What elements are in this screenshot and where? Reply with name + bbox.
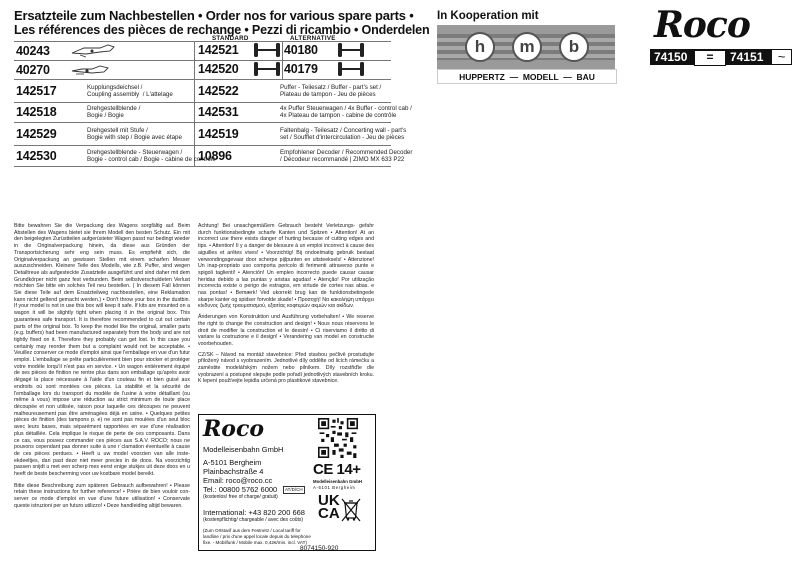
company-email: Email: roco@roco.cc [203,476,273,485]
company-logo: Roco [203,416,265,442]
phone-note: (kostenlos/ free of charge/ gratuit) [203,494,278,500]
part-description: Drehgestellblende / Bogie / Bogie [87,104,141,119]
maker-address: A-5101 Bergheim [313,485,356,490]
maker-name: Modelleisenbahn GmbH [313,479,362,484]
phone-country-badge: AT/D/CH [285,487,303,492]
wheelset-icon [252,42,282,58]
part-number: 142529 [16,127,57,141]
part-row [198,82,381,100]
article-number: 74150 [654,50,688,64]
safety-notes [198,223,374,388]
hmb-letter: m [512,32,542,62]
header-line-1: Ersatzteile zum Nachbestellen • Order nos for various spare parts • [14,8,414,23]
address-street: Plainbachstraße 4 [203,467,264,476]
part-row [16,125,182,143]
retain-instructions: Bitte diese Beschreibung zum späteren Gebrauch aufbewahren! • Please retain these instructions for further reference! • Prière de bien vouloir con-server ce mode d'emploi en vue d'une future utilisation! • Conservate queste istruzioni per un futuro utilizzo! • Deze handleiding altijd bewaren. [14,482,190,509]
part-number: 142531 [198,105,239,119]
company-phone: Tel.: 00800 5762 6000 [203,485,278,494]
wheelset-icon [336,61,366,77]
part-row [198,103,412,121]
hmb-letter: h [465,32,495,62]
international-note: (kostenpflichtig/ chargeable / avec des coûts) [203,517,304,523]
part-number-alternative: 40180 [284,43,318,57]
part-number-standard: 142521 [198,43,239,57]
part-number-footer: 8074150-920 [300,545,339,552]
part-row [16,43,50,59]
packaging-text: Bitte bewahren Sie die Verpackung des Wagens sorgfältig auf. Beim Abstellen des Wagens bietet sie Ihrem Modell den besten Schutz. Ein mit den beigelegten Zurüstteilen aufgerüsteter Wagen passt nur bedingt wieder in die Originalverpackung hinein, da diese aus Gründen der Transportsicherung sehr eng sein muss. Es empfiehlt sich, die Originalverpackung an gewissen Stellen mit einem scharfen Messer auszuschneiden. Kleinere Teile des Modells, wie z.B. Puffer, sind wegen Detailtreue als aufgesteckte Zusatzteile ausgeführt und sind daher mit dem Grundkörper nicht ganz fest verbunden. Beim selbstverschuldeten Verlust möchten Sie bitte ein solches Teil neu bestellen. ( In diesem Fall können Sie diese Teile auf dem Ersatzteilweg nachbestellen, eine Reklamation kann nicht geltend gemacht werden.) • Don't throw your box in the dustbin. If your model is not in use this box will keep it safe. If kits are mounted on a wagon it will be slightly tight when placing it in the original box. This guarantees safe transport. It is therefore recommended to cut out certain parts of the original box. To keep the model like the original, smaller parts (e.g. buffers) had been manufactured separately from the body and are not tightly fixed on it. Therefore they probably can get lost. In this case you certainly may reorder them but a complaint would not be acceptable. • Veuillez conserver ce mode d'emploi ainsi que l'emballage en vue d'un futur emploi. L'emballage se prête particulièrement bien pour stocker et protéger votre modèle lorqu'il n'est pas en service. • Un wagon entièrement équipé de ses pièces de finition ne rentre plus dans son emballage qu'après avoir dégagé la place nécessaire à l'aide d'un couteau fin et bien guisé aux endroits où sont montées ces pièces. La stabilité et la sécurité de l'emballage lors du transport du modèle de l'usine à votre détaillant (ou même à vous) impose une réduction au strict minimum de toute place découpée et non utilisée, raison pour laquelle ces découpes ne peuvent malheureusement pas être aménagées déjà en usine. • Quelques petites pièces de finition (des tampons p. e) ne sont pas moulées d'un seul bloc avec leurs bases, mais séparément rapportées en vue d'une réalisation plus détaillée. Cela implique le risque de perte de ces composants. Dans ce cas, vous pouvez commander ces pièces aux S.A.V. ROCO; nous ne pouvons cependant pas donner suite à une r´clamation éventuelle à cause de ces pièces perdues. • Heeft u uw model voorzien van alle inste-ekdeeltjes, dan past deze niet meer precies in de doos. Na voorzichtig passen snijdt u met een scherp mes eerst enige stukjes uit deze doos en u heeft de beste bescherming voor uw kostbare model bereikt. [14,223,190,478]
part-number: 40270 [16,63,50,77]
international-phone: International: +43 820 200 668 [203,508,305,517]
part-description: Drehgestellblende - Steuerwagen / Bogie - control cab / Bogie - cabine de contrôle [87,148,216,163]
warning-text: Achtung! Bei unsachgemäßem Gebrauch besteht Verletzungs- gefahr durch funktionsbedingte scharfe Kanten und Spitzen • Attention! At an incorrect use there exists danger of hurting because of cutting edges and tips. • Attention! Il y a danger de blessure à un emploi incorrect à cause des aiguilles et arêtes vives! • Voorzichtig! Bij ondoelmatig gebruik bestaat verwondingsgevaar door scherpe pijlpunten en uitsteeksels! • Attenzione! Un inap-propriato uso comporta pericolo di ferimenti attraverso punte e spigoli taglienti! • Atención! Un empleo incorrecto puede causar causar heridas debido a las puntas y aristas agudas! • Atenção! Por utilização incorrecta existe o perigo de estragos, em virtude de cortes nas abas. e nas pontas! • Bemærk! Ved ukorrekt brug kan de funktionsbetingede skarpe kanter og spidser forvolde skade! • Προσοχή! Να κακολήψη υπάρχει κίνδυνος ζωής τραυματισμού, εξαιτίας κοφτερών ακμών και ακίδων. [198,223,374,310]
part-number-alternative: 40179 [284,62,318,76]
part-row [16,62,50,78]
wheelset-icon [252,61,282,77]
hmb-subtitle: HUPPERTZ — MODELL — BAU [437,69,617,84]
part-number: 40243 [16,44,50,58]
part-description: Puffer - Teilesatz / Buffer - part's set / Plateau de tampon - Jeu de pièces [280,83,382,98]
close-coupler-icon [70,62,112,78]
cooperation-title: In Kooperation mit [437,10,539,22]
tariff-footnote: (Zum Ortstarif aus dem Festnetz / Local tariff for landline / prix d'une appel locale depuis du telephone fixe. - Mobilfunk / Mobile max. 0,42€/min. incl. VAT) [203,528,311,545]
changes-reserved: Änderungen von Konstruktion und Ausführung vorbehalten! • We reserve the right to change the construction and design! • Nous nous réservons le droit de modifier la construction et le dessin! • Ci riserviamo il diritto di variare la costruzione e il design! • Verandering van model en constructie voorbehouden. [198,314,374,347]
standard-heading: STANDARD [212,35,249,42]
part-description: Drehgestell mit Stufe / Bogie with step / Bogie avec étape [87,126,182,141]
part-description: Kupplungsdeichsel / Coupling assembly / L'attelage [87,83,173,98]
part-number: 142530 [16,149,57,163]
part-row [16,103,140,121]
part-row [198,125,406,143]
article-number: 74151 [730,50,764,64]
alternative-heading: ALTERNATIVE [290,35,336,42]
dc-symbol: = [694,50,726,66]
hmb-logo [437,25,615,69]
wheelset-icon [336,42,366,58]
part-row [198,147,412,165]
header-line-2: Les références des pièces de rechange • Pezzi di ricambio • Onderdelen [14,23,430,37]
part-number: 142518 [16,105,57,119]
company-name: Modelleisenbahn GmbH [203,445,284,454]
storage-notes [14,223,190,512]
part-row [16,82,173,100]
part-row [16,147,216,165]
ac-symbol: ~ [772,50,791,64]
part-number-standard: 142520 [198,62,239,76]
part-description: Faltenbalg - Teilesatz / Concerting wall - part's set / Soufflet d'intercirculation - Jeu de pièces [280,126,407,141]
part-number: 142522 [198,84,239,98]
hmb-letter: b [559,32,589,62]
part-number: 142517 [16,84,57,98]
part-description: 4x Puffer Steuerwagen / 4x Buffer - control cab / 4x Plateau de tampon - cabine de contrôle [280,104,412,119]
cz-sk-instructions: CZ/SK – Návod na montáž stavebnice: Před stavbou pečlivě prostudujte přiložený návod s vyobrazením. Jednotlivé díly oddělte od licích rámečku a zaměstite modelářským nožem nebo pilníkem. Díly rozstřiďte dle vyobrazení a postupné slepujte podle pořadí jednotlivých stavebních kroku. K lepení používejte lepidla určená pro plastikové stavebnice. [198,351,374,385]
roco-logo: Roco [654,4,750,46]
ukca-top: UK [318,492,340,509]
waste-bin-icon [341,498,361,522]
part-description: Empfohlener Decoder / Recommended Decoder / Décodeur recommandé | ZIMO MX 633 P22 [280,148,413,163]
ce-age-mark: CE 14+ [313,461,361,478]
part-number: 10896 [198,149,232,163]
coupling-hook-icon [70,42,116,58]
ukca-bottom: CA [318,505,340,522]
part-number: 142519 [198,127,239,141]
qr-code-icon [318,418,358,458]
address-city: A-5101 Bergheim [203,458,262,467]
